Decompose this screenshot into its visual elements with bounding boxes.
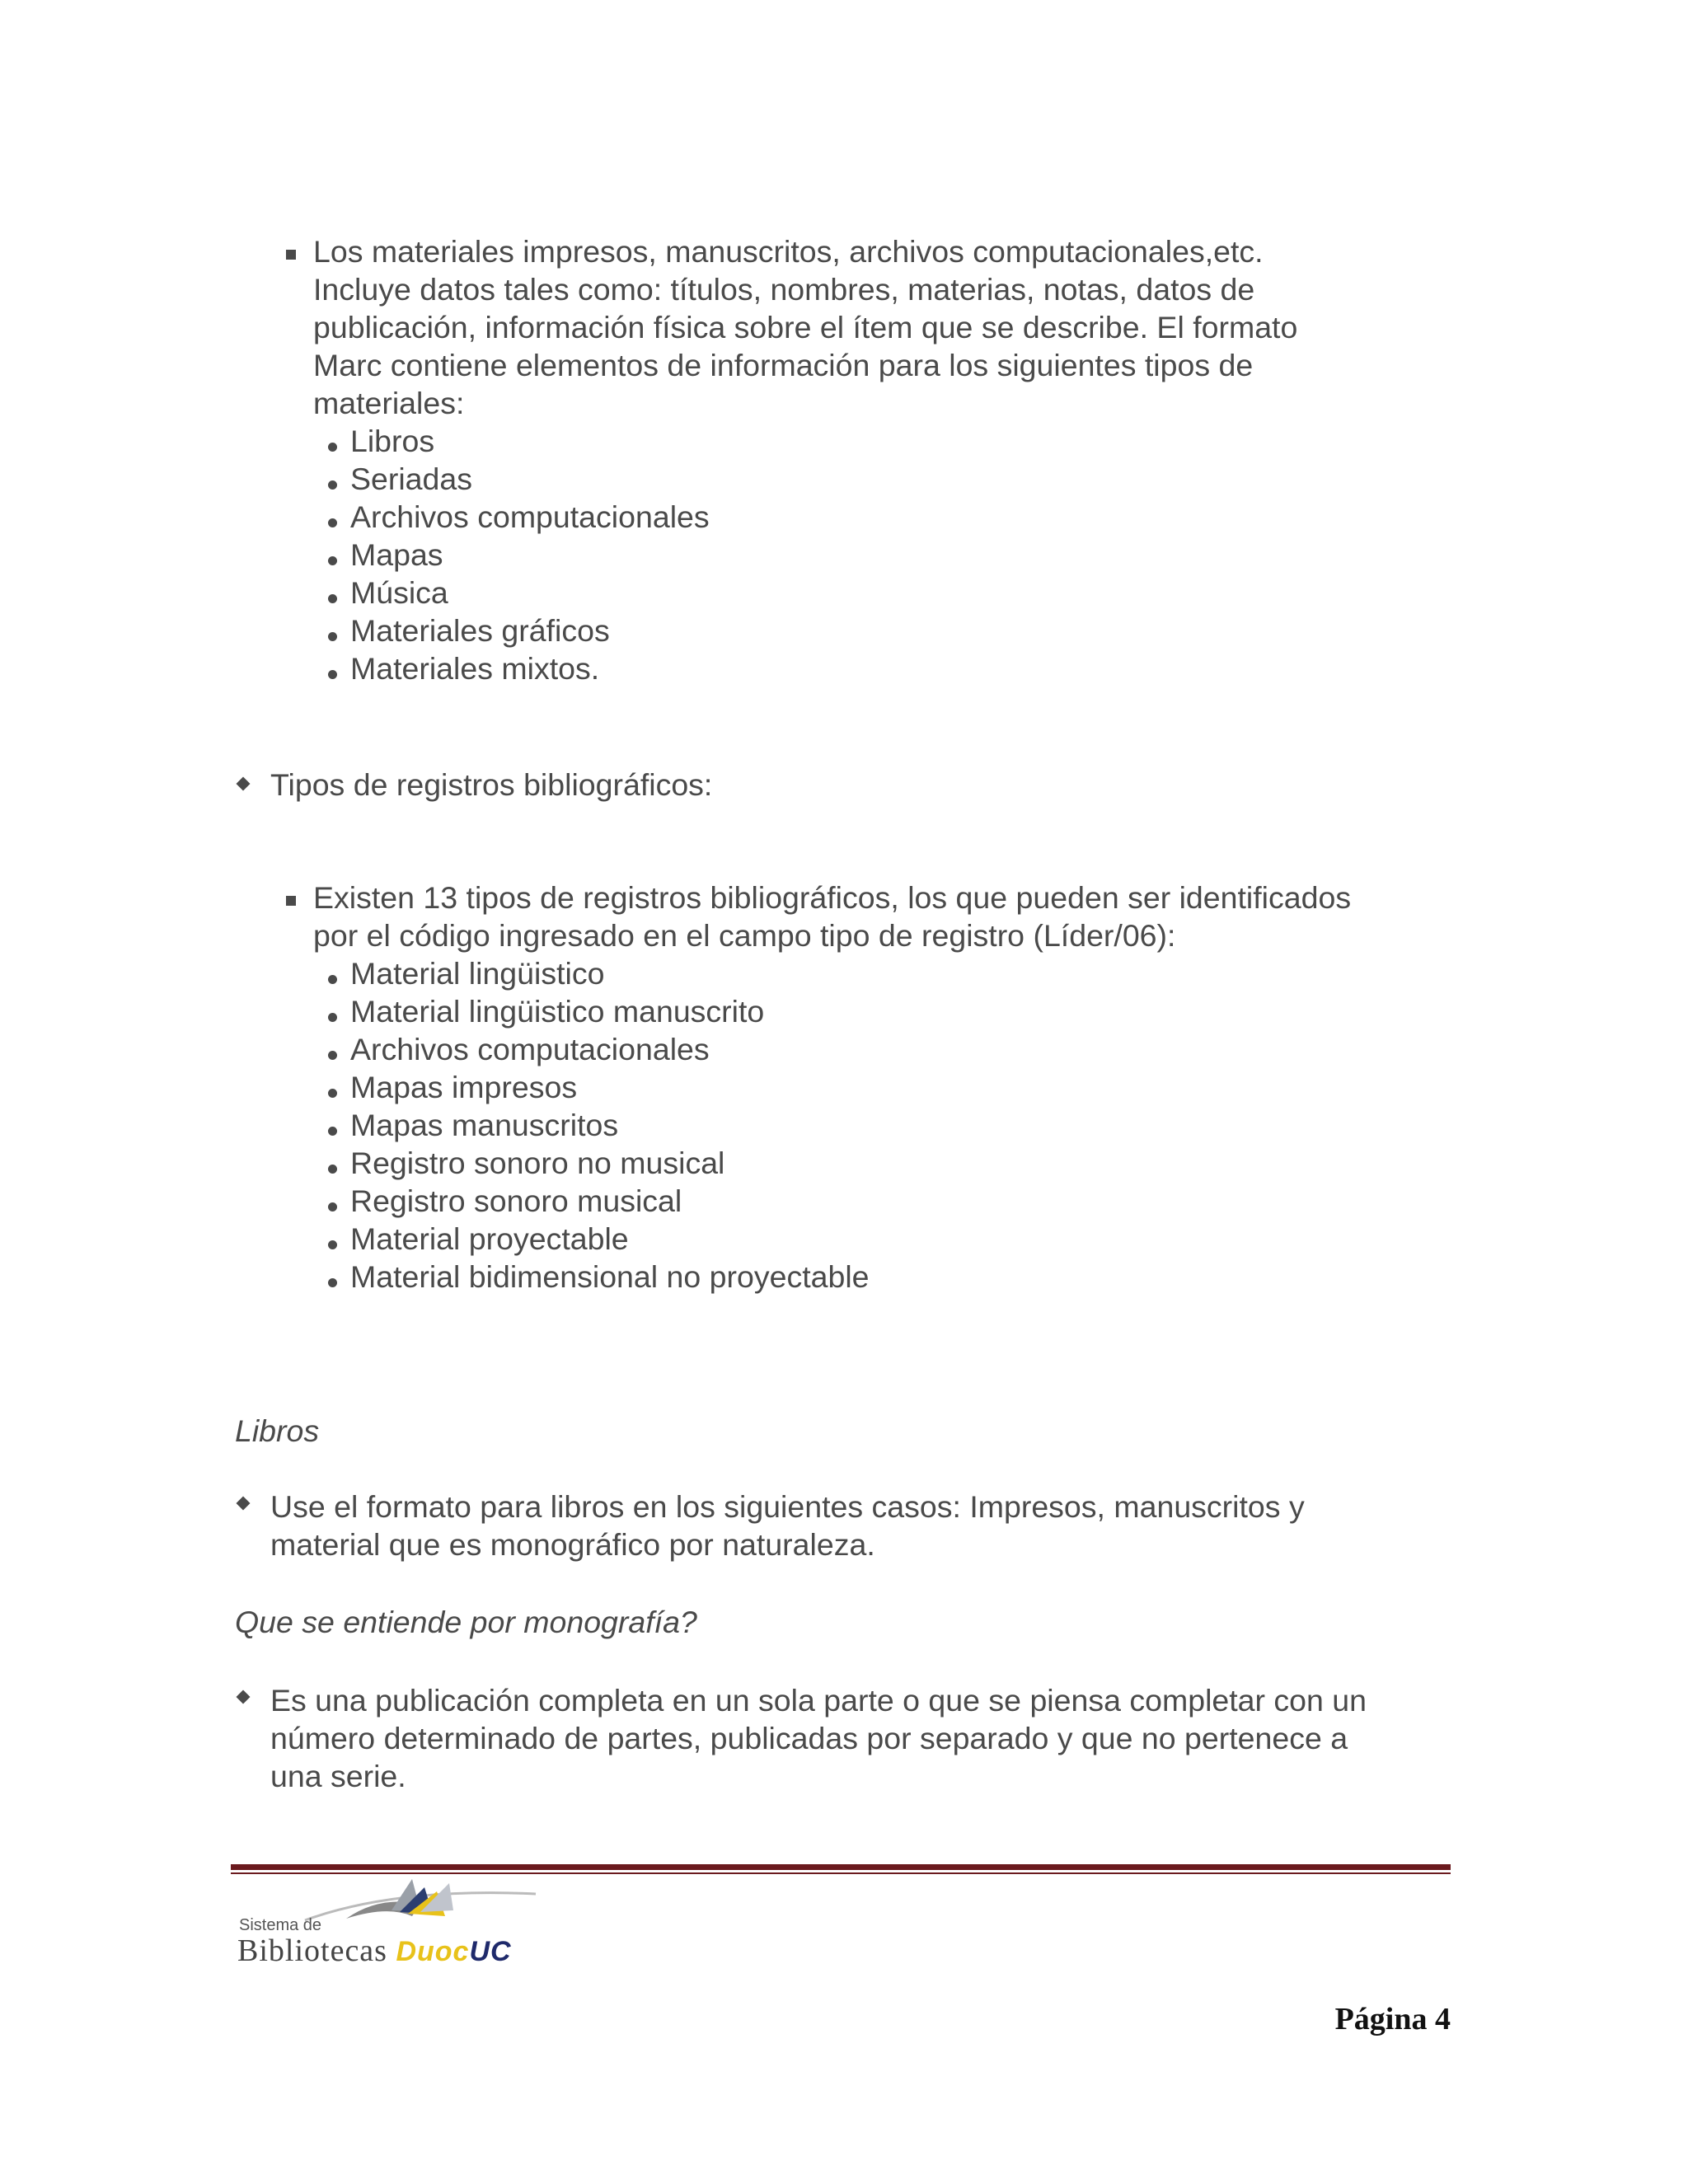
round-bullet-icon [328, 1013, 337, 1022]
list-item: Material lingüistico [350, 956, 605, 991]
square-bullet-icon [286, 250, 296, 260]
diamond-bullet-icon [237, 1690, 251, 1704]
paragraph-line: Existen 13 tipos de registros bibliográficos, los que pueden ser identificados [313, 880, 1352, 915]
round-bullet-icon [328, 1165, 337, 1174]
footer-rule [231, 1864, 1451, 1870]
list-item: Mapas impresos [350, 1070, 578, 1104]
list-item: Materiales gráficos [350, 613, 610, 648]
diamond-bullet-icon [237, 777, 251, 791]
logo-wordmark [237, 1933, 512, 1969]
list-item: Archivos computacionales [350, 499, 710, 534]
paragraph-line: número determinado de partes, publicadas por separado y que no pertenece a [270, 1721, 1348, 1755]
paragraph-line: por el código ingresado en el campo tipo de registro (Líder/06): [313, 918, 1176, 953]
question-heading: Que se entiende por monografía? [235, 1605, 697, 1639]
logo-uc-text: UC [469, 1936, 512, 1967]
paragraph-line: una serie. [270, 1759, 406, 1793]
list-item: Material proyectable [350, 1221, 629, 1256]
list-item: Seriadas [350, 462, 473, 496]
list-item: Material lingüistico manuscrito [350, 994, 765, 1029]
list-item: Materiales mixtos. [350, 651, 600, 686]
paragraph-line: Es una publicación completa en un sola parte o que se piensa completar con un [270, 1683, 1367, 1718]
round-bullet-icon [328, 594, 337, 603]
round-bullet-icon [328, 1127, 337, 1136]
list-item: Archivos computacionales [350, 1032, 710, 1066]
section-title-libros: Libros [235, 1413, 320, 1448]
round-bullet-icon [328, 556, 337, 565]
round-bullet-icon [328, 1202, 337, 1212]
round-bullet-icon [328, 1240, 337, 1249]
logo-duoc-text: Duoc [396, 1936, 470, 1967]
list-item: Registro sonoro musical [350, 1183, 682, 1218]
list-item: Mapas [350, 537, 443, 572]
round-bullet-icon [328, 975, 337, 984]
round-bullet-icon [328, 518, 337, 527]
round-bullet-icon [328, 480, 337, 490]
round-bullet-icon [328, 443, 337, 452]
round-bullet-icon [328, 670, 337, 679]
swoosh-logo-icon [297, 1871, 544, 1937]
list-item: Mapas manuscritos [350, 1108, 619, 1142]
page-number: Página 4 [1334, 2002, 1451, 2036]
list-item: Registro sonoro no musical [350, 1146, 725, 1180]
round-bullet-icon [328, 1278, 337, 1287]
paragraph-line: Los materiales impresos, manuscritos, archivos computacionales,etc. [313, 234, 1264, 269]
round-bullet-icon [328, 632, 337, 641]
paragraph-line: material que es monográfico por naturaleza. [270, 1527, 875, 1562]
section-heading: Tipos de registros bibliográficos: [270, 767, 713, 802]
round-bullet-icon [328, 1051, 337, 1060]
paragraph-line: publicación, información física sobre el ítem que se describe. El formato [313, 310, 1298, 344]
paragraph-line: Use el formato para libros en los siguientes casos: Impresos, manuscritos y [270, 1489, 1305, 1524]
square-bullet-icon [286, 896, 296, 906]
list-item: Música [350, 575, 448, 610]
paragraph-line: Marc contiene elementos de información para los siguientes tipos de [313, 348, 1254, 382]
paragraph-line: materiales: [313, 386, 465, 420]
logo-bibliotecas-text: Bibliotecas [237, 1933, 387, 1968]
round-bullet-icon [328, 1089, 337, 1098]
paragraph-line: Incluye datos tales como: títulos, nombres, materias, notas, datos de [313, 272, 1255, 307]
list-item: Material bidimensional no proyectable [350, 1259, 870, 1294]
logo-small-text: Sistema de [239, 1916, 322, 1934]
diamond-bullet-icon [237, 1497, 251, 1511]
list-item: Libros [350, 424, 435, 458]
